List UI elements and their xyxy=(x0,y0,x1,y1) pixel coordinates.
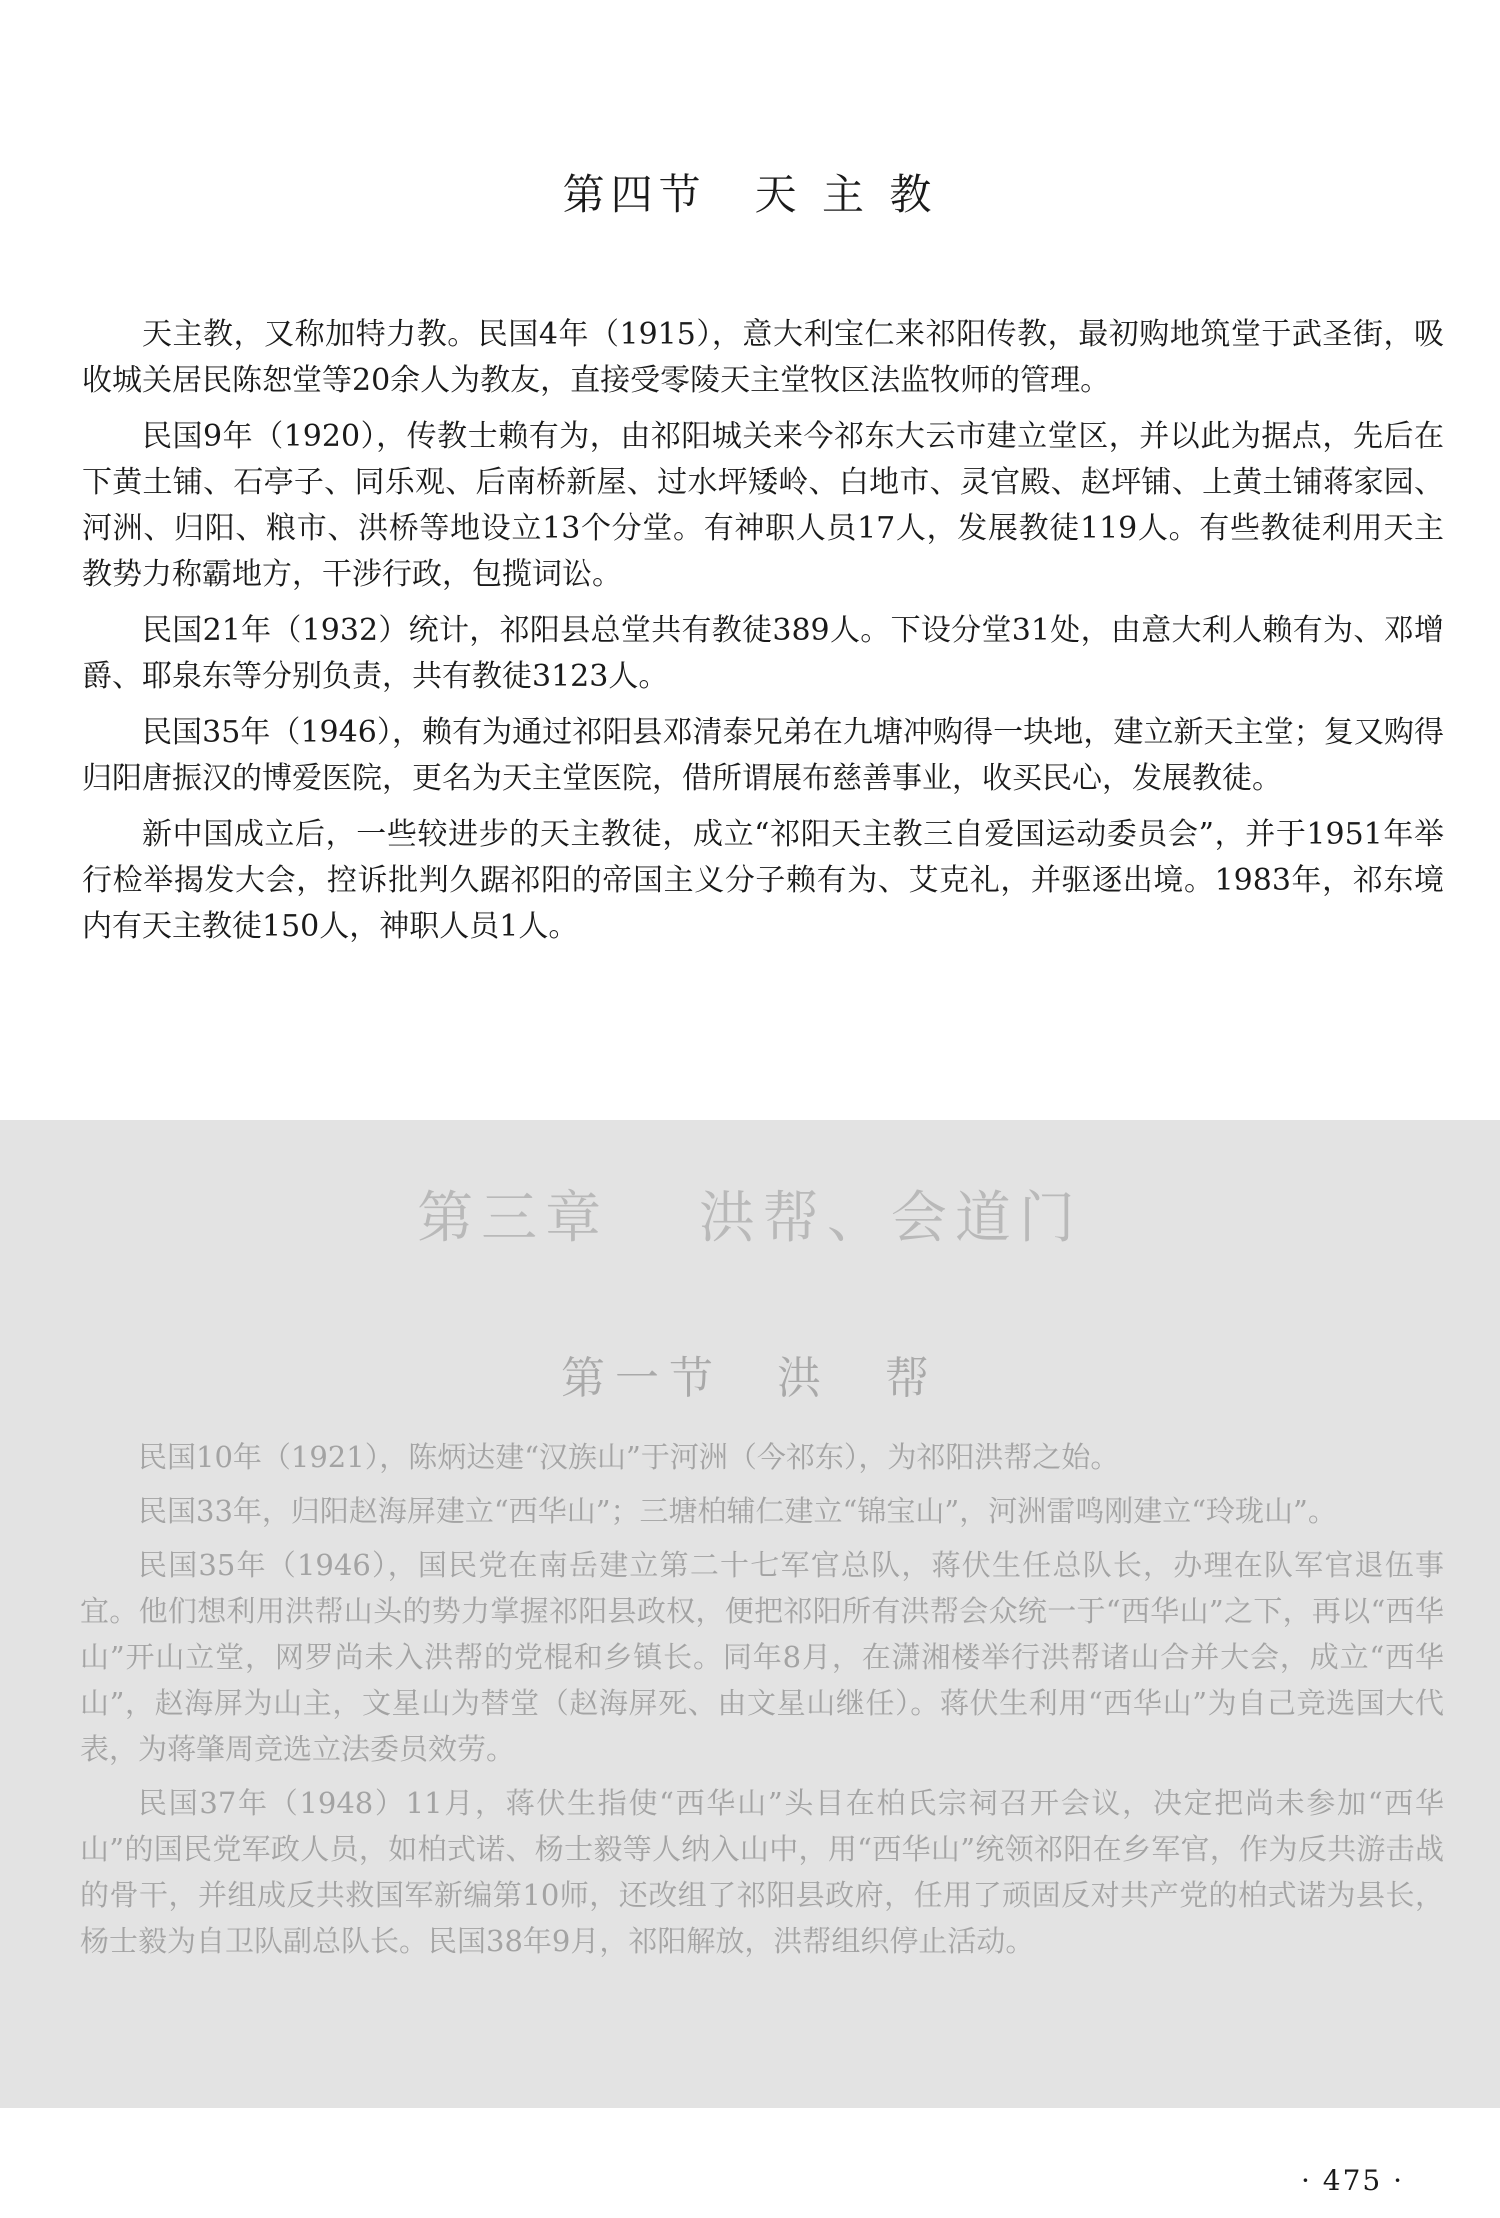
subsection-title: 第一节 洪 帮 xyxy=(561,1353,939,1404)
paragraph: 民国33年，归阳赵海屏建立“西华山”；三塘柏辅仁建立“锦宝山”，河洲雷鸣刚建立“玲珑山”。 xyxy=(138,1494,1337,1528)
paragraph: 民国10年（1921），陈炳达建“汉族山”于河洲（今祁东），为祁阳洪帮之始。 xyxy=(138,1440,1120,1474)
paragraph: 民国21年（1932）统计，祁阳县总堂共有教徒389人。下设分堂31处，由意大利人赖有为、邓增爵、耶泉东等分别负责，共有教徒3123人。 xyxy=(82,613,1444,694)
hongbang-chapter-region xyxy=(0,1120,1500,2108)
section-title: 第四节 天 主 教 xyxy=(562,170,938,219)
paragraph: 民国35年（1946），国民党在南岳建立第二十七军官总队，蒋伏生任总队长，办理在队军官退伍事宜。他们想利用洪帮山头的势力掌握祁阳县政权，便把祁阳所有洪帮会众统一于“西华山”之下，再以“西华山”开山立堂，网罗尚未入洪帮的党棍和乡镇长。同年8月，在潇湘楼举行洪帮诸山合并大会，成立“西华山”，赵海屏为山主，文星山为替堂（赵海屏死、由文星山继任）。蒋伏生利用“西华山”为自己竞选国大代表，为蒋肇周竞选立法委员效劳。 xyxy=(80,1548,1444,1766)
page-number: · 475 · xyxy=(1300,2164,1404,2197)
paragraph: 天主教，又称加特力教。民国4年（1915），意大利宝仁来祁阳传教，最初购地筑堂于武圣街，吸收城关居民陈恕堂等20余人为教友，直接受零陵天主堂牧区法监牧师的管理。 xyxy=(82,317,1444,398)
paragraph: 民国37年（1948）11月，蒋伏生指使“西华山”头目在柏氏宗祠召开会议，决定把尚未参加“西华山”的国民党军政人员，如柏式诺、杨士毅等人纳入山中，用“西华山”统领祁阳在乡军官，作为反共游击战的骨干，并组成反共救国军新编第10师，还改组了祁阳县政府，任用了顽固反对共产党的柏式诺为县长，杨士毅为自卫队副总队长。民国38年9月，祁阳解放，洪帮组织停止活动。 xyxy=(80,1786,1444,1958)
paragraph: 民国9年（1920），传教士赖有为，由祁阳城关来今祁东大云市建立堂区，并以此为据点，先后在下黄土铺、石亭子、同乐观、后南桥新屋、过水坪矮岭、白地市、灵官殿、赵坪铺、上黄土铺蒋家园、河洲、归阳、粮市、洪桥等地设立13个分堂。有神职人员17人，发展教徒119人。有些教徒利用天主教势力称霸地方，干涉行政，包揽词讼。 xyxy=(82,419,1444,592)
chapter-title: 第三章 洪帮、会道门 xyxy=(417,1186,1083,1251)
paragraph: 民国35年（1946），赖有为通过祁阳县邓清泰兄弟在九塘冲购得一块地，建立新天主堂；复又购得归阳唐振汉的博爱医院，更名为天主堂医院，借所谓展布慈善事业，收买民心，发展教徒。 xyxy=(82,715,1444,796)
section-body xyxy=(82,312,1444,960)
chapter-body xyxy=(80,1434,1444,1972)
paragraph: 新中国成立后，一些较进步的天主教徒，成立“祁阳天主教三自爱国运动委员会”，并于1951年举行检举揭发大会，控诉批判久踞祁阳的帝国主义分子赖有为、艾克礼，并驱逐出境。1983年，祁东境内有天主教徒150人，神职人员1人。 xyxy=(82,817,1444,944)
